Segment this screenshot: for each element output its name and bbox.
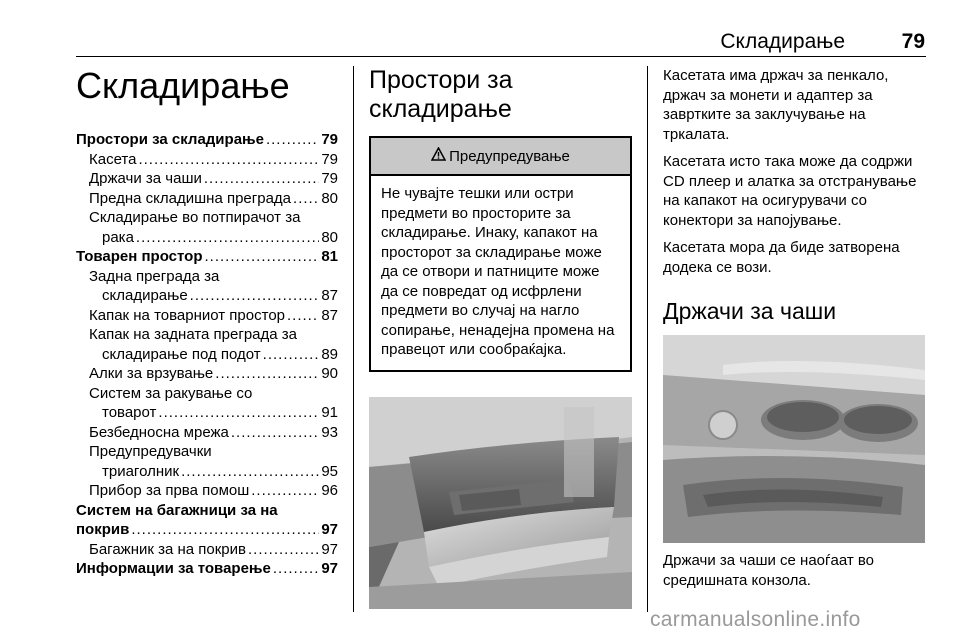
glovebox-paragraph-2: Касетата исто така може да содржи CD плеер и алатка за отстранување на капакот на осигурувачи со конектори за напојување. bbox=[663, 153, 917, 229]
toc-entry bbox=[76, 286, 338, 306]
toc-leader bbox=[181, 462, 319, 482]
right-column bbox=[663, 66, 925, 343]
toc-entry bbox=[76, 462, 338, 482]
column-divider bbox=[647, 66, 648, 612]
section-title-line2: складирање bbox=[369, 95, 512, 123]
toc-entry-title: Товарен простор bbox=[76, 248, 203, 265]
header-rule bbox=[76, 56, 926, 57]
toc-entry bbox=[76, 364, 338, 384]
toc-entry bbox=[76, 403, 338, 423]
watermark: carmanualsonline.info bbox=[650, 608, 861, 631]
toc-leader bbox=[248, 540, 319, 560]
column-divider bbox=[353, 66, 354, 612]
section-title bbox=[369, 66, 632, 124]
toc-entry-title: Капак на товарниот простор bbox=[89, 306, 286, 324]
toc-entry-page: 80 bbox=[321, 189, 338, 207]
toc-entry bbox=[76, 345, 338, 365]
toc-entry-title: триаголник bbox=[102, 462, 180, 480]
cupholder-illustration bbox=[663, 335, 925, 543]
toc-entry: Предупредувачки bbox=[89, 443, 212, 460]
toc-leader bbox=[251, 481, 319, 501]
toc-entry: Систем за ракување со bbox=[89, 384, 253, 402]
toc-entry-title: Предна складишна преграда bbox=[89, 189, 292, 207]
toc-entry-title: Алки за врзување bbox=[89, 365, 214, 382]
page-number: 79 bbox=[901, 30, 925, 53]
toc-entry-title: Багажник за на покрив bbox=[89, 540, 246, 558]
toc-entry bbox=[76, 481, 338, 501]
toc-entry-title: Информации за товарење bbox=[76, 560, 271, 577]
warning-heading bbox=[371, 138, 630, 176]
warning-box bbox=[369, 136, 632, 372]
toc-entry-page: 87 bbox=[321, 306, 338, 324]
toc-leader bbox=[138, 150, 319, 170]
toc-entry-title: Касета bbox=[89, 150, 137, 168]
toc-entry: Задна преграда за bbox=[89, 267, 220, 285]
toc-leader bbox=[190, 286, 320, 306]
toc-entry bbox=[76, 228, 338, 248]
cupholder-caption: Држачи за чаши се наоѓаат во средишната конзола. bbox=[663, 552, 875, 589]
toc-entry bbox=[76, 306, 338, 326]
toc-leader bbox=[204, 247, 319, 267]
warning-triangle-icon bbox=[431, 147, 446, 165]
toc-leader bbox=[215, 364, 319, 384]
toc-entry-title: Држачи за чаши bbox=[89, 170, 202, 187]
toc-entry-page: 97 bbox=[321, 560, 338, 577]
toc-entry-title: складирање под подот bbox=[102, 345, 261, 363]
toc-entry-page: 90 bbox=[321, 365, 338, 382]
toc-entry-title: Безбедносна мрежа bbox=[89, 423, 229, 441]
toc-leader bbox=[263, 345, 320, 365]
toc-entry-page: 97 bbox=[321, 540, 338, 558]
toc-leader bbox=[158, 403, 319, 423]
table-of-contents bbox=[76, 130, 338, 579]
warning-heading-text: Предупредување bbox=[449, 147, 570, 165]
toc-entry bbox=[76, 247, 338, 267]
toc-entry-title: Прибор за прва помош bbox=[89, 482, 250, 499]
toc-entry-page: 91 bbox=[321, 404, 338, 421]
glovebox-illustration bbox=[369, 397, 632, 609]
toc-entry-page: 97 bbox=[321, 521, 338, 538]
toc-entry bbox=[76, 520, 338, 540]
warning-text: Не чувајте тешки или остри предмети во просторите за складирање. Инаку, капакот на просторот за складирање може да се отвори и патниците може да се повредат од исфрлени предмети во случај на нагло сопирање, ненадејна промена на правецот или сообраќајка. bbox=[381, 185, 615, 358]
toc-entry-title: рака bbox=[102, 228, 134, 246]
toc-entry: Систем на багажници за на bbox=[76, 501, 278, 519]
toc-entry-page: 93 bbox=[321, 423, 338, 441]
toc-entry-page: 87 bbox=[321, 287, 338, 304]
toc-entry bbox=[76, 130, 338, 150]
toc-entry-page: 79 bbox=[321, 131, 338, 148]
toc-entry-page: 80 bbox=[321, 228, 338, 246]
toc-entry bbox=[76, 540, 338, 560]
toc-entry bbox=[76, 189, 338, 209]
toc-entry bbox=[76, 150, 338, 170]
toc-entry bbox=[76, 559, 338, 579]
toc-entry-page: 81 bbox=[321, 248, 338, 265]
glovebox-paragraph-3: Касетата мора да биде затворена додека се вози. bbox=[663, 239, 900, 276]
toc-entry-page: 89 bbox=[321, 345, 338, 363]
toc-entry-page: 79 bbox=[321, 170, 338, 187]
toc-column bbox=[76, 66, 338, 579]
glovebox-paragraph-1: Касетата има држач за пенкало, држач за монети и адаптер за завртките за заклучување на тркалата. bbox=[663, 67, 889, 143]
toc-entry bbox=[76, 169, 338, 189]
toc-entry-title: Простори за складирање bbox=[76, 131, 264, 148]
toc-leader bbox=[136, 228, 319, 248]
toc-leader bbox=[204, 169, 319, 189]
middle-column bbox=[369, 66, 632, 434]
toc-entry: Складирање во потпирачот за bbox=[89, 209, 301, 226]
running-header bbox=[620, 30, 925, 56]
toc-entry-page: 95 bbox=[321, 462, 338, 480]
section-title-line1: Простори за bbox=[369, 66, 513, 94]
chapter-title: Складирање bbox=[76, 65, 290, 106]
toc-entry-title: складирање bbox=[102, 287, 188, 304]
cupholder-title: Држачи за чаши bbox=[663, 298, 837, 324]
toc-entry-title: товарот bbox=[102, 404, 157, 421]
toc-leader bbox=[287, 306, 319, 326]
toc-entry bbox=[76, 423, 338, 443]
header-title: Складирање bbox=[720, 30, 845, 53]
toc-entry: Капак на задната преграда за bbox=[89, 326, 297, 343]
toc-leader bbox=[231, 423, 319, 443]
toc-entry-page: 79 bbox=[321, 150, 338, 168]
toc-leader bbox=[293, 189, 319, 209]
toc-leader bbox=[131, 520, 319, 540]
toc-leader bbox=[273, 559, 319, 579]
toc-entry-page: 96 bbox=[321, 482, 338, 499]
toc-entry-title: покрив bbox=[76, 521, 130, 538]
toc-leader bbox=[266, 130, 319, 150]
